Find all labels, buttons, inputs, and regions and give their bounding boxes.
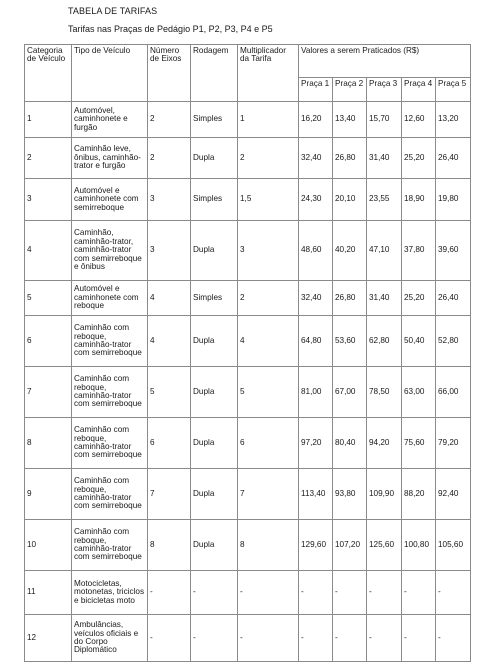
valor-praca-5-cell: 52,80 xyxy=(436,316,471,367)
valor-praca-3-cell: 23,55 xyxy=(367,179,402,221)
rodagem-cell: Simples xyxy=(191,179,238,221)
valor-praca-5-cell: 92,40 xyxy=(436,469,471,520)
tipo-cell: Caminhão com reboque, caminhão-trator com semirreboque xyxy=(72,469,148,520)
multiplicador-cell: 5 xyxy=(238,367,299,418)
eixos-cell: 6 xyxy=(148,418,191,469)
categoria-cell: 10 xyxy=(25,520,72,571)
valor-praca-1-cell: - xyxy=(299,615,333,662)
categoria-cell: 11 xyxy=(25,571,72,615)
rodagem-cell: Dupla xyxy=(191,418,238,469)
tarifas-table xyxy=(24,44,471,662)
page-title: TABELA DE TARIFAS xyxy=(68,6,158,16)
header-praca: Praça 4 xyxy=(402,78,436,102)
rodagem-cell: Dupla xyxy=(191,138,238,179)
valor-praca-2-cell: 26,80 xyxy=(333,138,367,179)
table-row xyxy=(25,102,471,138)
eixos-cell: 4 xyxy=(148,316,191,367)
table-row xyxy=(25,615,471,662)
rodagem-cell: Dupla xyxy=(191,221,238,281)
valor-praca-2-cell: 20,10 xyxy=(333,179,367,221)
header-praca: Praça 1 xyxy=(299,78,333,102)
categoria-cell: 2 xyxy=(25,138,72,179)
header-valores: Valores a serem Praticados (R$) xyxy=(299,45,471,78)
valor-praca-3-cell: - xyxy=(367,615,402,662)
table-row xyxy=(25,571,471,615)
valor-praca-2-cell: 107,20 xyxy=(333,520,367,571)
multiplicador-cell: 4 xyxy=(238,316,299,367)
rodagem-cell: Dupla xyxy=(191,469,238,520)
page-subtitle: Tarifas nas Praças de Pedágio P1, P2, P3, P4 e P5 xyxy=(68,24,273,34)
valor-praca-5-cell: 26,40 xyxy=(436,281,471,316)
categoria-cell: 9 xyxy=(25,469,72,520)
valor-praca-4-cell: 25,20 xyxy=(402,138,436,179)
rodagem-cell: Dupla xyxy=(191,367,238,418)
table-header-row xyxy=(25,45,471,78)
header-eixos: Número de Eixos xyxy=(148,45,191,102)
eixos-cell: 3 xyxy=(148,221,191,281)
multiplicador-cell: 2 xyxy=(238,281,299,316)
valor-praca-4-cell: 50,40 xyxy=(402,316,436,367)
valor-praca-3-cell: 31,40 xyxy=(367,281,402,316)
valor-praca-2-cell: - xyxy=(333,615,367,662)
valor-praca-5-cell: 19,80 xyxy=(436,179,471,221)
valor-praca-5-cell: 39,60 xyxy=(436,221,471,281)
valor-praca-2-cell: - xyxy=(333,571,367,615)
valor-praca-5-cell: - xyxy=(436,615,471,662)
valor-praca-4-cell: - xyxy=(402,571,436,615)
categoria-cell: 7 xyxy=(25,367,72,418)
valor-praca-1-cell: 32,40 xyxy=(299,138,333,179)
valor-praca-2-cell: 67,00 xyxy=(333,367,367,418)
valor-praca-3-cell: 47,10 xyxy=(367,221,402,281)
header-praca: Praça 2 xyxy=(333,78,367,102)
valor-praca-4-cell: 75,60 xyxy=(402,418,436,469)
valor-praca-3-cell: 78,50 xyxy=(367,367,402,418)
valor-praca-2-cell: 93,80 xyxy=(333,469,367,520)
rodagem-cell: Simples xyxy=(191,102,238,138)
categoria-cell: 3 xyxy=(25,179,72,221)
valor-praca-3-cell: - xyxy=(367,571,402,615)
table-row xyxy=(25,316,471,367)
valor-praca-4-cell: 88,20 xyxy=(402,469,436,520)
rodagem-cell: Dupla xyxy=(191,520,238,571)
valor-praca-4-cell: 12,60 xyxy=(402,102,436,138)
valor-praca-5-cell: 26,40 xyxy=(436,138,471,179)
valor-praca-2-cell: 40,20 xyxy=(333,221,367,281)
eixos-cell: 2 xyxy=(148,138,191,179)
header-praca: Praça 5 xyxy=(436,78,471,102)
multiplicador-cell: 6 xyxy=(238,418,299,469)
tipo-cell: Automóvel e caminhonete com semirreboque xyxy=(72,179,148,221)
categoria-cell: 6 xyxy=(25,316,72,367)
valor-praca-4-cell: 18,90 xyxy=(402,179,436,221)
table-row xyxy=(25,367,471,418)
table-row xyxy=(25,221,471,281)
eixos-cell: 2 xyxy=(148,102,191,138)
table-row xyxy=(25,138,471,179)
valor-praca-1-cell: 32,40 xyxy=(299,281,333,316)
valor-praca-2-cell: 80,40 xyxy=(333,418,367,469)
valor-praca-1-cell: - xyxy=(299,571,333,615)
rodagem-cell: Simples xyxy=(191,281,238,316)
eixos-cell: 7 xyxy=(148,469,191,520)
valor-praca-4-cell: 37,80 xyxy=(402,221,436,281)
tipo-cell: Motocicletas, motonetas, triciclos e bicicletas moto xyxy=(72,571,148,615)
valor-praca-1-cell: 81,00 xyxy=(299,367,333,418)
header-categoria: Categoria de Veículo xyxy=(25,45,72,102)
rodagem-cell: Dupla xyxy=(191,316,238,367)
rodagem-cell: - xyxy=(191,615,238,662)
multiplicador-cell: 7 xyxy=(238,469,299,520)
valor-praca-4-cell: 25,20 xyxy=(402,281,436,316)
valor-praca-3-cell: 62,80 xyxy=(367,316,402,367)
multiplicador-cell: 3 xyxy=(238,221,299,281)
tipo-cell: Automóvel, caminhonete e furgão xyxy=(72,102,148,138)
header-tipo: Tipo de Veículo xyxy=(72,45,148,102)
valor-praca-4-cell: 100,80 xyxy=(402,520,436,571)
valor-praca-5-cell: 13,20 xyxy=(436,102,471,138)
valor-praca-5-cell: - xyxy=(436,571,471,615)
tipo-cell: Caminhão com reboque, caminhão-trator com semirreboque xyxy=(72,520,148,571)
valor-praca-3-cell: 109,90 xyxy=(367,469,402,520)
tipo-cell: Caminhão com reboque, caminhão-trator com semirreboque xyxy=(72,367,148,418)
header-rodagem: Rodagem xyxy=(191,45,238,102)
table-row xyxy=(25,281,471,316)
eixos-cell: - xyxy=(148,571,191,615)
valor-praca-1-cell: 97,20 xyxy=(299,418,333,469)
valor-praca-3-cell: 15,70 xyxy=(367,102,402,138)
valor-praca-5-cell: 105,60 xyxy=(436,520,471,571)
multiplicador-cell: - xyxy=(238,615,299,662)
categoria-cell: 1 xyxy=(25,102,72,138)
multiplicador-cell: - xyxy=(238,571,299,615)
categoria-cell: 5 xyxy=(25,281,72,316)
tipo-cell: Ambulâncias, veículos oficiais e do Corpo Diplomático xyxy=(72,615,148,662)
tipo-cell: Automóvel e caminhonete com reboque xyxy=(72,281,148,316)
eixos-cell: - xyxy=(148,615,191,662)
eixos-cell: 4 xyxy=(148,281,191,316)
valor-praca-4-cell: 63,00 xyxy=(402,367,436,418)
valor-praca-1-cell: 113,40 xyxy=(299,469,333,520)
valor-praca-3-cell: 31,40 xyxy=(367,138,402,179)
categoria-cell: 12 xyxy=(25,615,72,662)
categoria-cell: 4 xyxy=(25,221,72,281)
multiplicador-cell: 1 xyxy=(238,102,299,138)
rodagem-cell: - xyxy=(191,571,238,615)
valor-praca-2-cell: 53,60 xyxy=(333,316,367,367)
tipo-cell: Caminhão, caminhão-trator, caminhão-trator com semirreboque e ônibus xyxy=(72,221,148,281)
valor-praca-5-cell: 79,20 xyxy=(436,418,471,469)
valor-praca-2-cell: 26,80 xyxy=(333,281,367,316)
valor-praca-1-cell: 48,60 xyxy=(299,221,333,281)
table-row xyxy=(25,179,471,221)
valor-praca-4-cell: - xyxy=(402,615,436,662)
valor-praca-1-cell: 24,30 xyxy=(299,179,333,221)
valor-praca-3-cell: 125,60 xyxy=(367,520,402,571)
eixos-cell: 5 xyxy=(148,367,191,418)
header-multiplicador: Multiplicador da Tarifa xyxy=(238,45,299,102)
multiplicador-cell: 8 xyxy=(238,520,299,571)
tipo-cell: Caminhão com reboque, caminhão-trator com semirreboque xyxy=(72,418,148,469)
table-row xyxy=(25,469,471,520)
table-row xyxy=(25,418,471,469)
eixos-cell: 3 xyxy=(148,179,191,221)
valor-praca-1-cell: 129,60 xyxy=(299,520,333,571)
valor-praca-3-cell: 94,20 xyxy=(367,418,402,469)
multiplicador-cell: 2 xyxy=(238,138,299,179)
multiplicador-cell: 1,5 xyxy=(238,179,299,221)
valor-praca-1-cell: 64,80 xyxy=(299,316,333,367)
header-praca: Praça 3 xyxy=(367,78,402,102)
valor-praca-2-cell: 13,40 xyxy=(333,102,367,138)
valor-praca-1-cell: 16,20 xyxy=(299,102,333,138)
table-row xyxy=(25,520,471,571)
valor-praca-5-cell: 66,00 xyxy=(436,367,471,418)
categoria-cell: 8 xyxy=(25,418,72,469)
tipo-cell: Caminhão leve, ônibus, caminhão-trator e furgão xyxy=(72,138,148,179)
tipo-cell: Caminhão com reboque, caminhão-trator com semirreboque xyxy=(72,316,148,367)
eixos-cell: 8 xyxy=(148,520,191,571)
